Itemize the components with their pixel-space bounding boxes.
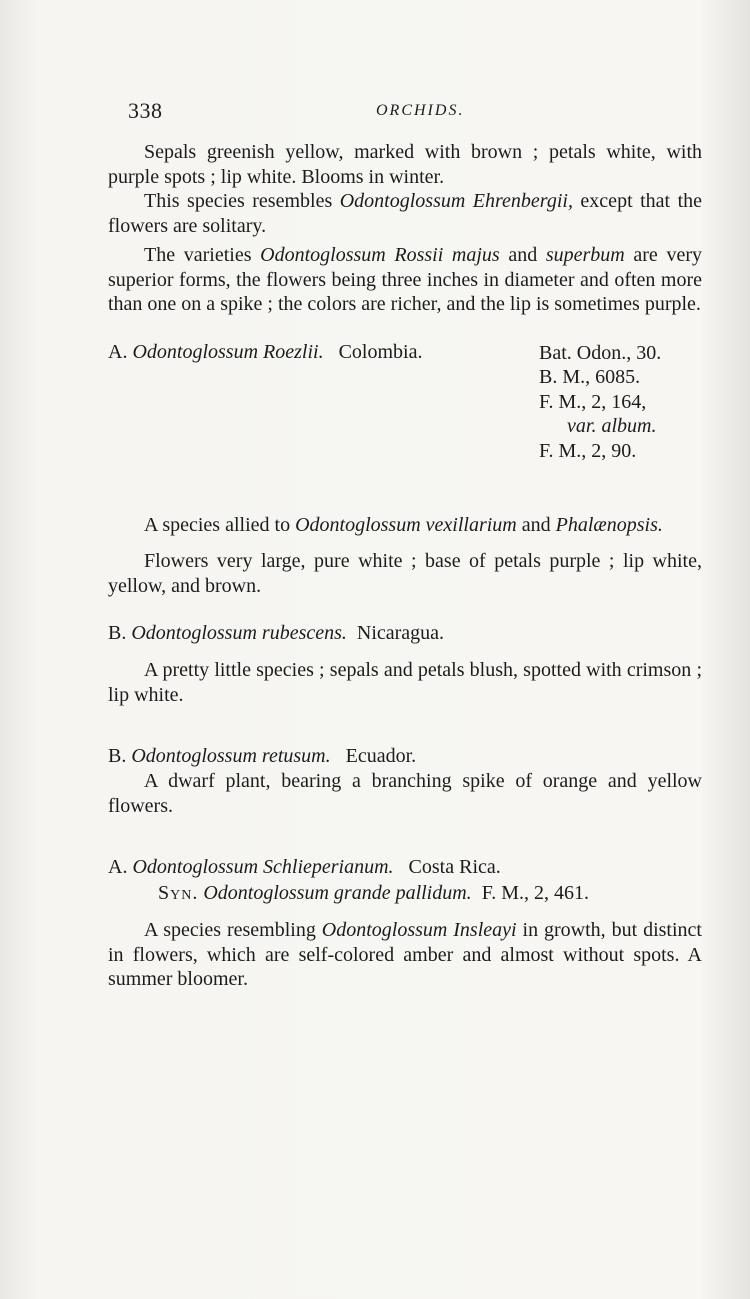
text: A species allied to: [144, 513, 296, 536]
text: are very superior forms, the flowers being three inches in diameter and often more than one on a spike ; the colors are richer, and the lip is sometimes purple.: [108, 244, 702, 315]
entry-paragraph: Flowers very large, pure white ; base of petals purple ; lip white, yellow, and brown.: [108, 550, 702, 597]
entry-locality: Ecuador.: [345, 745, 417, 767]
entry-rubescens: [108, 620, 702, 707]
entry-roezlii: [108, 339, 702, 599]
entry-species: Odontoglossum Schlieperianum.: [132, 856, 394, 878]
reference: F. M., 2, 90.: [539, 439, 637, 462]
running-head: ORCHIDS.: [376, 102, 465, 119]
entry-grade: B.: [108, 745, 127, 767]
species-name: Odontoglossum Rossii majus: [260, 244, 500, 266]
entry-locality: Costa Rica.: [408, 856, 501, 878]
reference: Bat. Odon., 30.: [539, 341, 662, 364]
entry-paragraph: [108, 918, 702, 992]
synonym-reference: F. M., 2, 461.: [481, 882, 589, 904]
entry-heading: [108, 620, 702, 646]
text: The varieties: [144, 244, 261, 266]
species-name: Odontoglossum vexillarium: [295, 513, 517, 536]
genus-name: Phalænopsis.: [555, 513, 663, 536]
text: This species resembles: [144, 190, 340, 212]
paragraph-varieties: [108, 243, 702, 317]
reference-variety: var. album.: [567, 415, 657, 438]
page-number: 338: [128, 98, 163, 123]
entry-references: [539, 341, 661, 464]
entry-species: Odontoglossum Roezlii.: [132, 340, 324, 363]
text: in growth, but distinct in flowers, which are self-colored amber and almost without spots. A summer bloomer.: [108, 919, 702, 990]
species-name: Odontoglossum Insleayi: [321, 919, 517, 941]
page-body: [108, 140, 702, 992]
entry-grade: B.: [108, 622, 127, 644]
entry-retusum: [108, 743, 702, 818]
entry-species: Odontoglossum rubescens.: [131, 622, 347, 644]
text: and: [516, 513, 556, 536]
text: except that the flowers are solitary.: [108, 190, 703, 237]
entry-paragraph: A pretty little species ; sepals and petals blush, spotted with crimson ; lip white.: [108, 659, 702, 706]
entry-paragraph: A dwarf plant, bearing a branching spike of orange and yellow flowers.: [108, 770, 702, 817]
entry-species: Odontoglossum retusum.: [131, 745, 331, 767]
variety-name: superbum: [545, 244, 625, 266]
entry-locality: Colombia.: [338, 340, 423, 363]
entry-schlieperianum: [108, 854, 702, 992]
entry-heading: [108, 854, 702, 880]
text: A species resembling: [144, 919, 322, 941]
reference: F. M., 2, 164,: [539, 390, 647, 413]
entry-paragraph: [108, 513, 702, 538]
paragraph-description: Sepals greenish yellow, marked with brown ; petals white, with purple spots ; lip white. Blooms in winter.: [108, 141, 702, 188]
entry-heading: [108, 743, 702, 769]
synonym-name: Odontoglossum grande pallidum.: [203, 882, 472, 904]
synonym-label: Syn.: [158, 882, 199, 904]
page-header: [128, 98, 648, 128]
entry-grade: A.: [108, 340, 128, 363]
entry-locality: Nicaragua.: [356, 622, 445, 644]
paragraph-resemblance: [108, 189, 702, 238]
reference: B. M., 6085.: [539, 366, 641, 389]
entry-grade: A.: [108, 856, 128, 878]
text: and: [499, 244, 546, 266]
synonym-line: [108, 880, 702, 906]
species-name: Odontoglossum Ehrenbergii,: [339, 190, 573, 212]
